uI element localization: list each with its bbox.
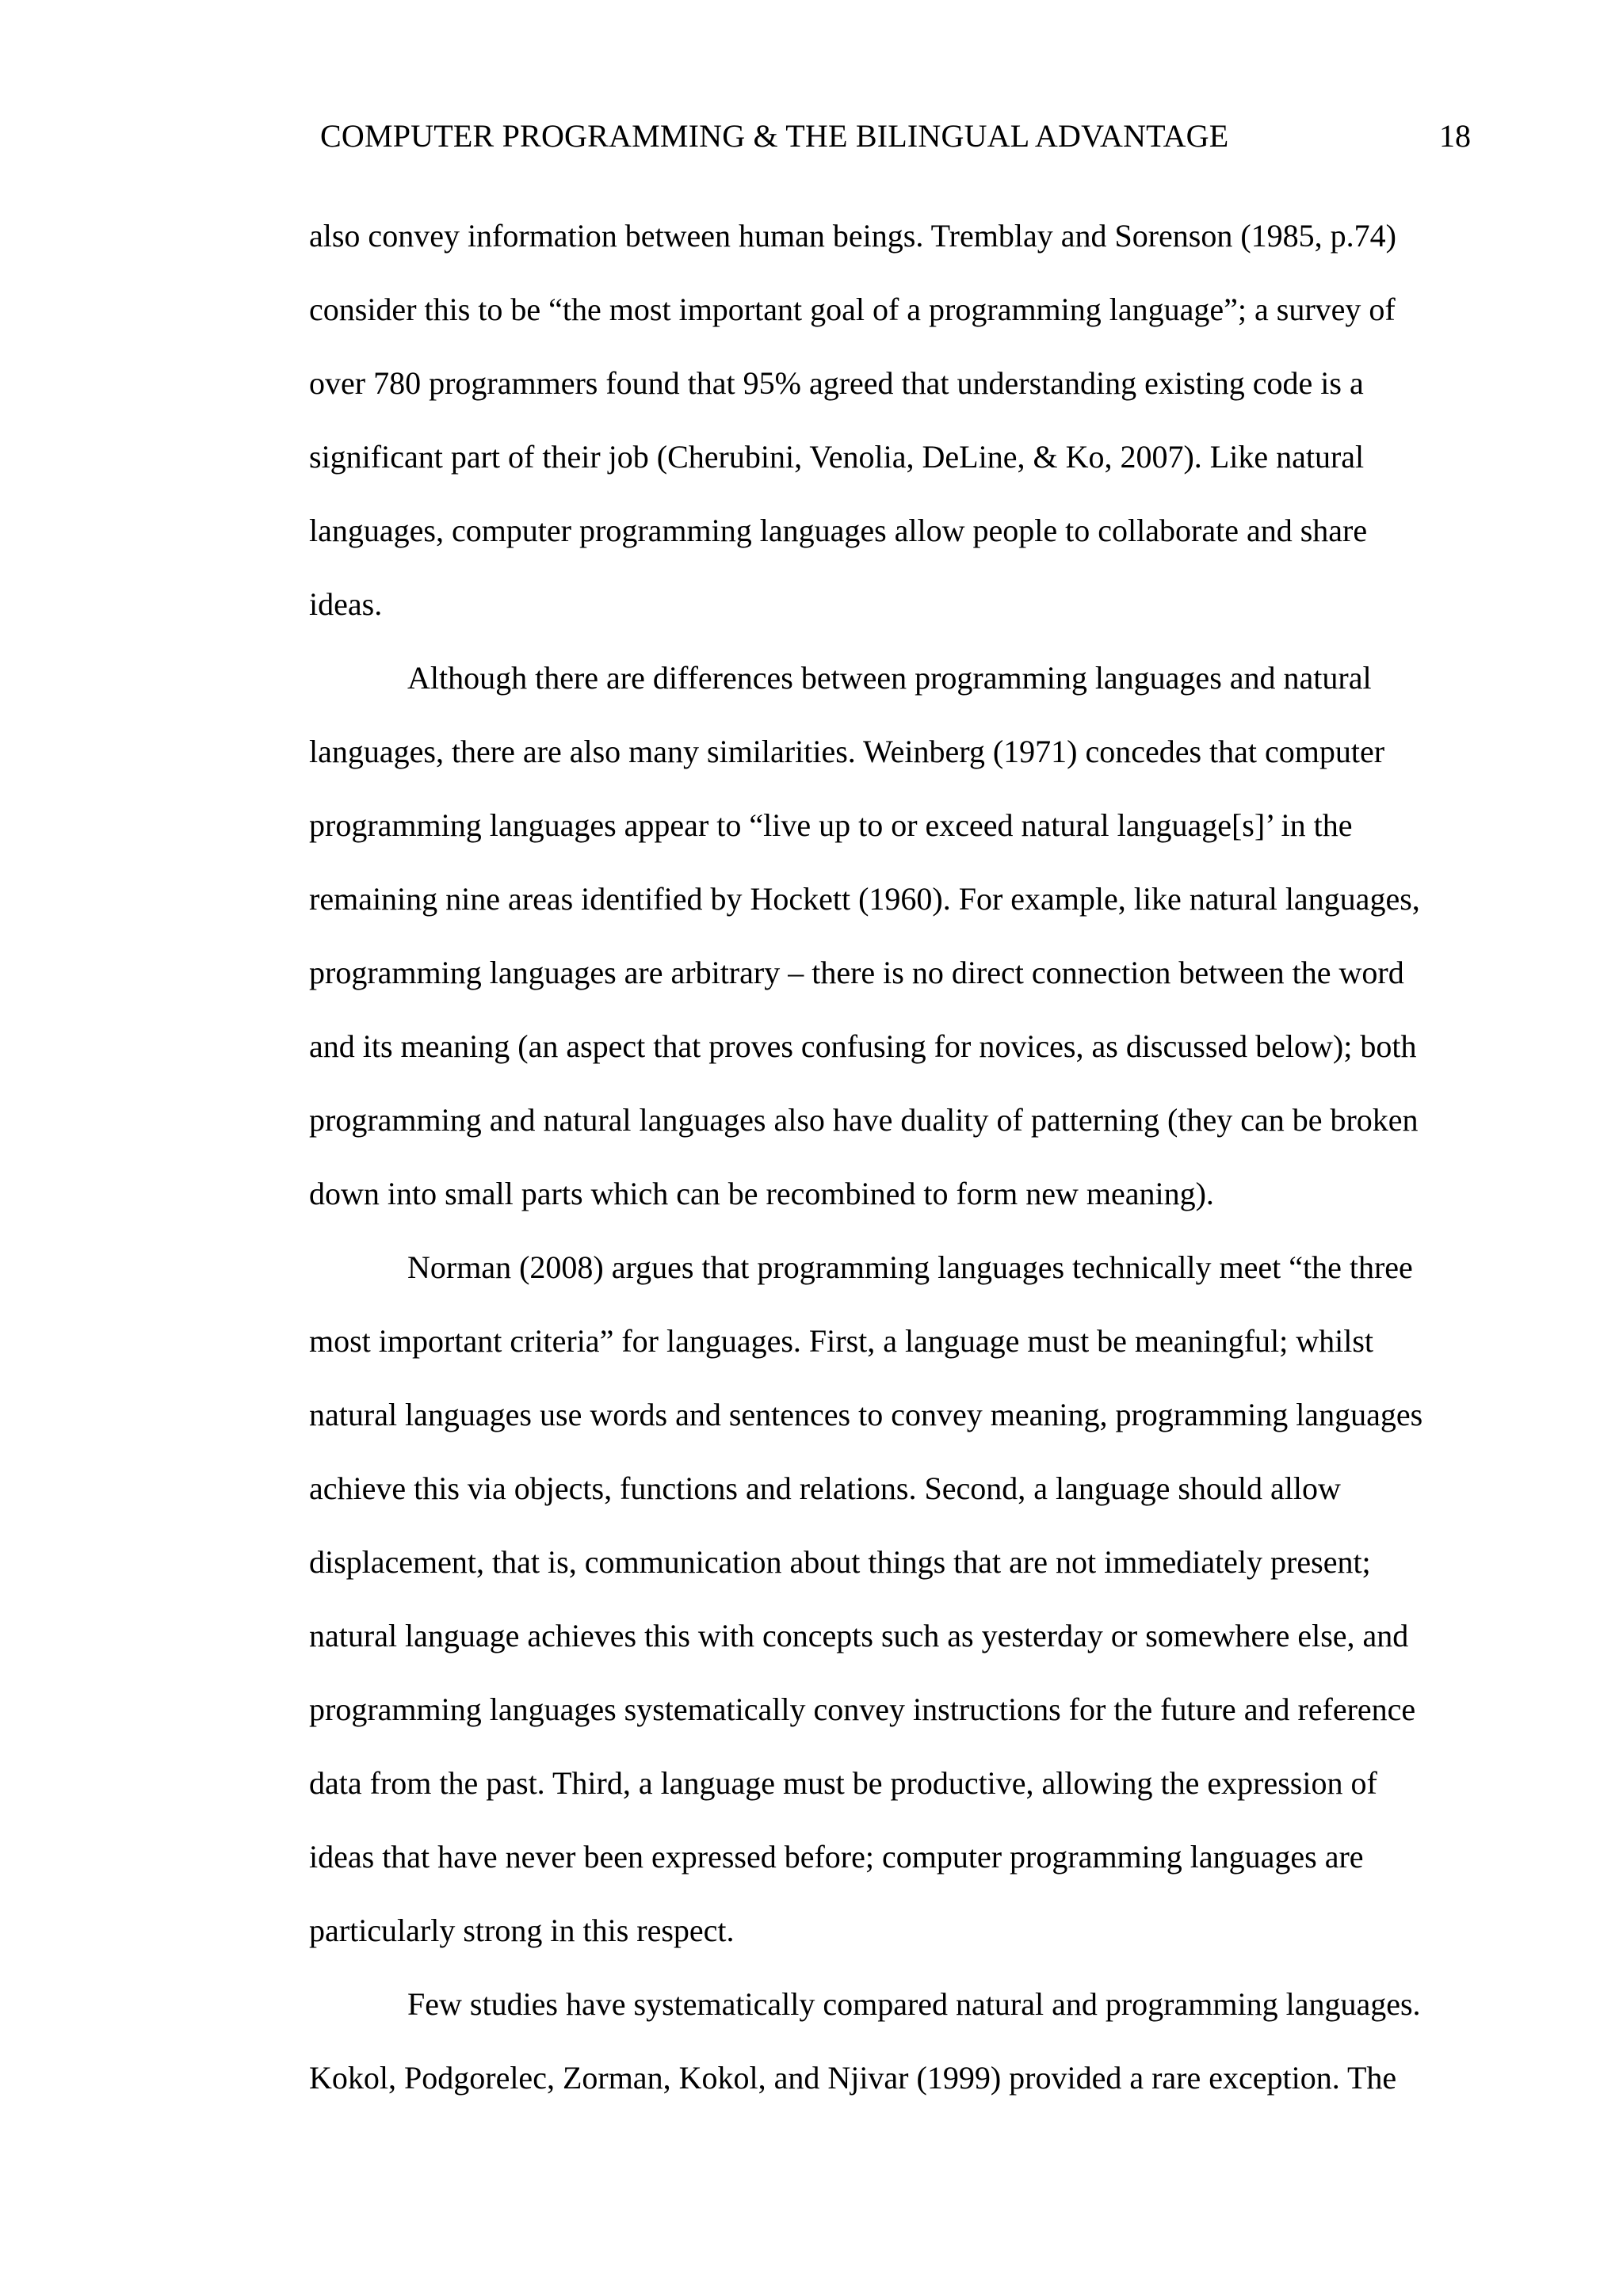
body-line: programming languages appear to “live up to or exceed natural language[s]’ in the — [309, 807, 1353, 843]
body-line: languages, there are also many similarities. Weinberg (1971) concedes that computer — [309, 734, 1385, 769]
body-line: significant part of their job (Cherubini, Venolia, DeLine, & Ko, 2007). Like natural — [309, 439, 1365, 475]
paragraph-first-line: Few studies have systematically compared natural and programming languages. — [407, 1986, 1421, 2022]
body-line: particularly strong in this respect. — [309, 1913, 735, 1948]
body-line: remaining nine areas identified by Hockett (1960). For example, like natural languages, — [309, 881, 1420, 917]
body-line: data from the past. Third, a language must be productive, allowing the expression of — [309, 1765, 1377, 1801]
body-line: natural language achieves this with concepts such as yesterday or somewhere else, and — [309, 1618, 1409, 1653]
body-line: languages, computer programming languages allow people to collaborate and share — [309, 513, 1368, 548]
body-line: programming and natural languages also have duality of patterning (they can be broken — [309, 1102, 1419, 1138]
body-line: and its meaning (an aspect that proves confusing for novices, as discussed below); both — [309, 1028, 1417, 1064]
body-line: consider this to be “the most important goal of a programming language”; a survey of — [309, 292, 1396, 327]
body-line: programming languages are arbitrary – there is no direct connection between the word — [309, 955, 1404, 990]
body-line: displacement, that is, communication about things that are not immediately present; — [309, 1544, 1371, 1580]
running-head: COMPUTER PROGRAMMING & THE BILINGUAL ADVANTAGE — [320, 118, 1229, 154]
body-line: Kokol, Podgorelec, Zorman, Kokol, and Njivar (1999) provided a rare exception. The — [309, 2060, 1397, 2096]
body-line: programming languages systematically convey instructions for the future and reference — [309, 1691, 1416, 1727]
paragraph-first-line: Norman (2008) argues that programming languages technically meet “the three — [407, 1249, 1413, 1285]
body-line: achieve this via objects, functions and relations. Second, a language should allow — [309, 1470, 1341, 1506]
page-number: 18 — [1439, 118, 1471, 154]
body-line: ideas. — [309, 586, 383, 622]
body-line: also convey information between human beings. Tremblay and Sorenson (1985, p.74) — [309, 218, 1396, 254]
body-line: down into small parts which can be recombined to form new meaning). — [309, 1176, 1214, 1211]
body-line: ideas that have never been expressed before; computer programming languages are — [309, 1839, 1364, 1875]
body-line: most important criteria” for languages. First, a language must be meaningful; whilst — [309, 1323, 1374, 1359]
paragraph-first-line: Although there are differences between programming languages and natural — [407, 660, 1372, 696]
body-line: over 780 programmers found that 95% agreed that understanding existing code is a — [309, 365, 1364, 401]
body-line: natural languages use words and sentences to convey meaning, programming languages — [309, 1397, 1423, 1432]
